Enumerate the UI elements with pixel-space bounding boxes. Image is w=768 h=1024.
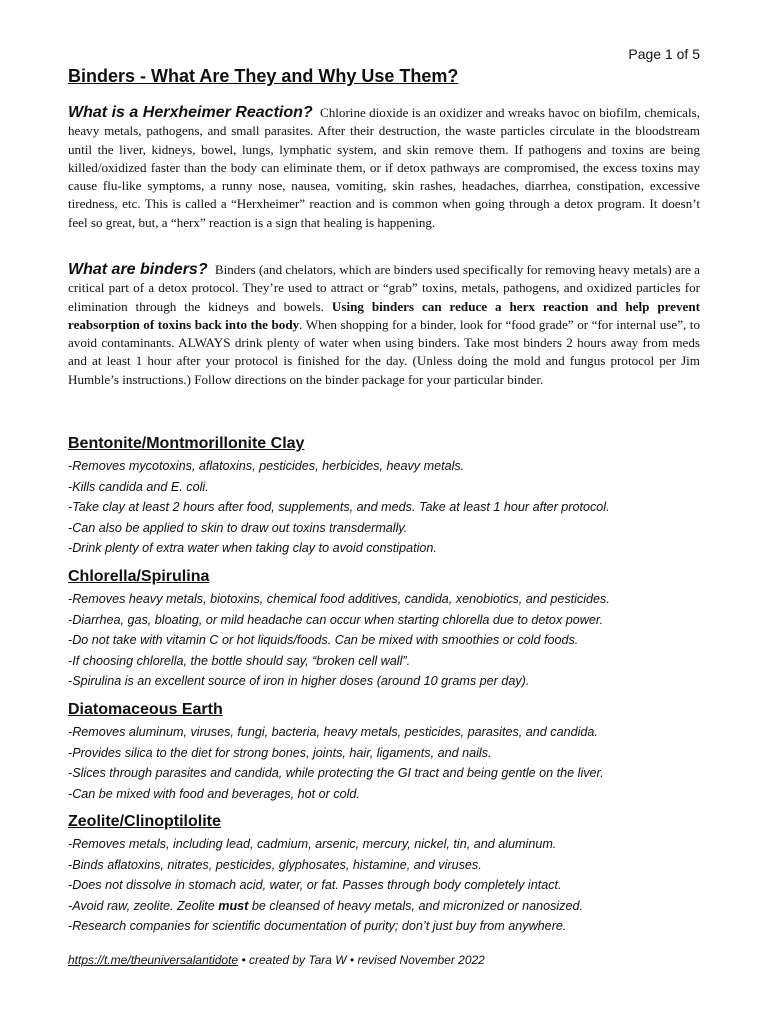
section-title: Zeolite/Clinoptilolite <box>68 813 221 830</box>
binders-paragraph <box>68 261 700 389</box>
section-line: -Removes heavy metals, biotoxins, chemical food additives, candida, xenobiotics, and pesticides. <box>68 592 610 606</box>
binders-heading: What are binders? <box>68 261 208 278</box>
section-chlorella-spirulina <box>68 567 718 692</box>
section-line: -If choosing chlorella, the bottle should say, “broken cell wall”. <box>68 653 411 668</box>
section-zeolite <box>68 812 718 937</box>
page-number: Page 1 of 5 <box>628 46 700 62</box>
line-text: be cleansed of heavy metals, and micronized or nanosized. <box>248 898 583 913</box>
section-line: -Take clay at least 2 hours after food, supplements, and meds. Take at least 1 hour after protocol. <box>68 500 610 515</box>
section-line: -Drink plenty of extra water when taking clay to avoid constipation. <box>68 541 437 556</box>
section-line: -Binds aflatoxins, nitrates, pesticides, glyphosates, histamine, and viruses. <box>68 857 482 872</box>
section-line: -Kills candida and E. coli. <box>68 479 209 494</box>
section-line: -Can be mixed with food and beverages, hot or cold. <box>68 786 360 801</box>
emphasis-text: must <box>218 898 249 913</box>
herx-body: Chlorine dioxide is an oxidizer and wreaks havoc on biofilm, chemicals, heavy metals, pathogens, and small parasites. After their destruction, the waste particles circulate in the bloodstream until the liver, kidneys, bowel, lungs, lymphatic system, and skin remove them. If pathogens and toxins are being killed/oxidized faster than the body can eliminate them, or if detox pathways are compromised, the excess toxins may cause flu-like symptoms, a runny nose, nausea, vomiting, skin rashes, headaches, diarrhea, constipation, excessive tiredness, etc. This is called a “Herxheimer” reaction and is common when going through a detox program. It doesn’t feel so great, but, a “herx” reaction is a sign that healing is happening. <box>68 105 700 230</box>
section-diatomaceous-earth <box>68 700 718 804</box>
binders-body-1: Binders (and chelators, which are binders used specifically for removing heavy metals) are a critical part of a detox protocol. They’re used to attract or “grab” toxins, metals, pathogens, and oxidized particles for elimination through the kidneys and bowels. <box>68 262 700 314</box>
section-line: -Research companies for scientific documentation of purity; don’t just buy from anywhere. <box>68 919 567 934</box>
section-bentonite-clay <box>68 434 718 559</box>
section-title: Diatomaceous Earth <box>68 701 223 718</box>
footer-link[interactable]: https://t.me/theuniversalantidote <box>68 953 239 967</box>
section-line: -Removes metals, including lead, cadmium, arsenic, mercury, nickel, tin, and aluminum. <box>68 837 557 851</box>
line-text: -Avoid raw, zeolite. Zeolite <box>68 898 219 913</box>
page-title: Binders - What Are They and Why Use Them? <box>68 66 459 86</box>
section-line: -Removes aluminum, viruses, fungi, bacteria, heavy metals, pesticides, parasites, and candida. <box>68 725 598 739</box>
binders-body-bold: Using binders can reduce a herx reaction and help prevent reabsorption of toxins back into the body <box>68 298 700 332</box>
section-line: -Removes mycotoxins, aflatoxins, pesticides, herbicides, heavy metals. <box>68 459 465 473</box>
section-title: Chlorella/Spirulina <box>68 568 210 585</box>
section-line: -Do not take with vitamin C or hot liquids/foods. Can be mixed with smoothies or cold foods. <box>68 633 579 648</box>
herx-heading: What is a Herxheimer Reaction? <box>68 104 313 121</box>
binders-body-2: . When shopping for a binder, look for “food grade” or “for internal use”, to avoid contaminants. ALWAYS drink plenty of water when using binders. Take most binders 2 hours away from meds and at least 1 hour after your protocol is finished for the day. (Unless doing the mold and fungus protocol per Jim Humble’s instructions.) Follow directions on the binder package for your particular binder. <box>68 316 700 387</box>
section-title: Bentonite/Montmorillonite Clay <box>68 435 305 452</box>
footer-credit: • created by Tara W • revised November 2022 <box>238 953 485 967</box>
section-line: -Does not dissolve in stomach acid, water, or fat. Passes through body completely intact. <box>68 878 562 893</box>
herx-paragraph <box>68 104 700 232</box>
section-line: -Diarrhea, gas, bloating, or mild headache can occur when starting chlorella due to detox power. <box>68 612 604 627</box>
section-line: -Spirulina is an excellent source of iron in higher doses (around 10 grams per day). <box>68 674 530 689</box>
section-line <box>68 896 718 917</box>
section-line: -Slices through parasites and candida, while protecting the GI tract and being gentle on the liver. <box>68 766 604 781</box>
section-line: -Can also be applied to skin to draw out toxins transdermally. <box>68 520 408 535</box>
footer <box>68 953 485 967</box>
section-line: -Provides silica to the diet for strong bones, joints, hair, ligaments, and nails. <box>68 745 492 760</box>
